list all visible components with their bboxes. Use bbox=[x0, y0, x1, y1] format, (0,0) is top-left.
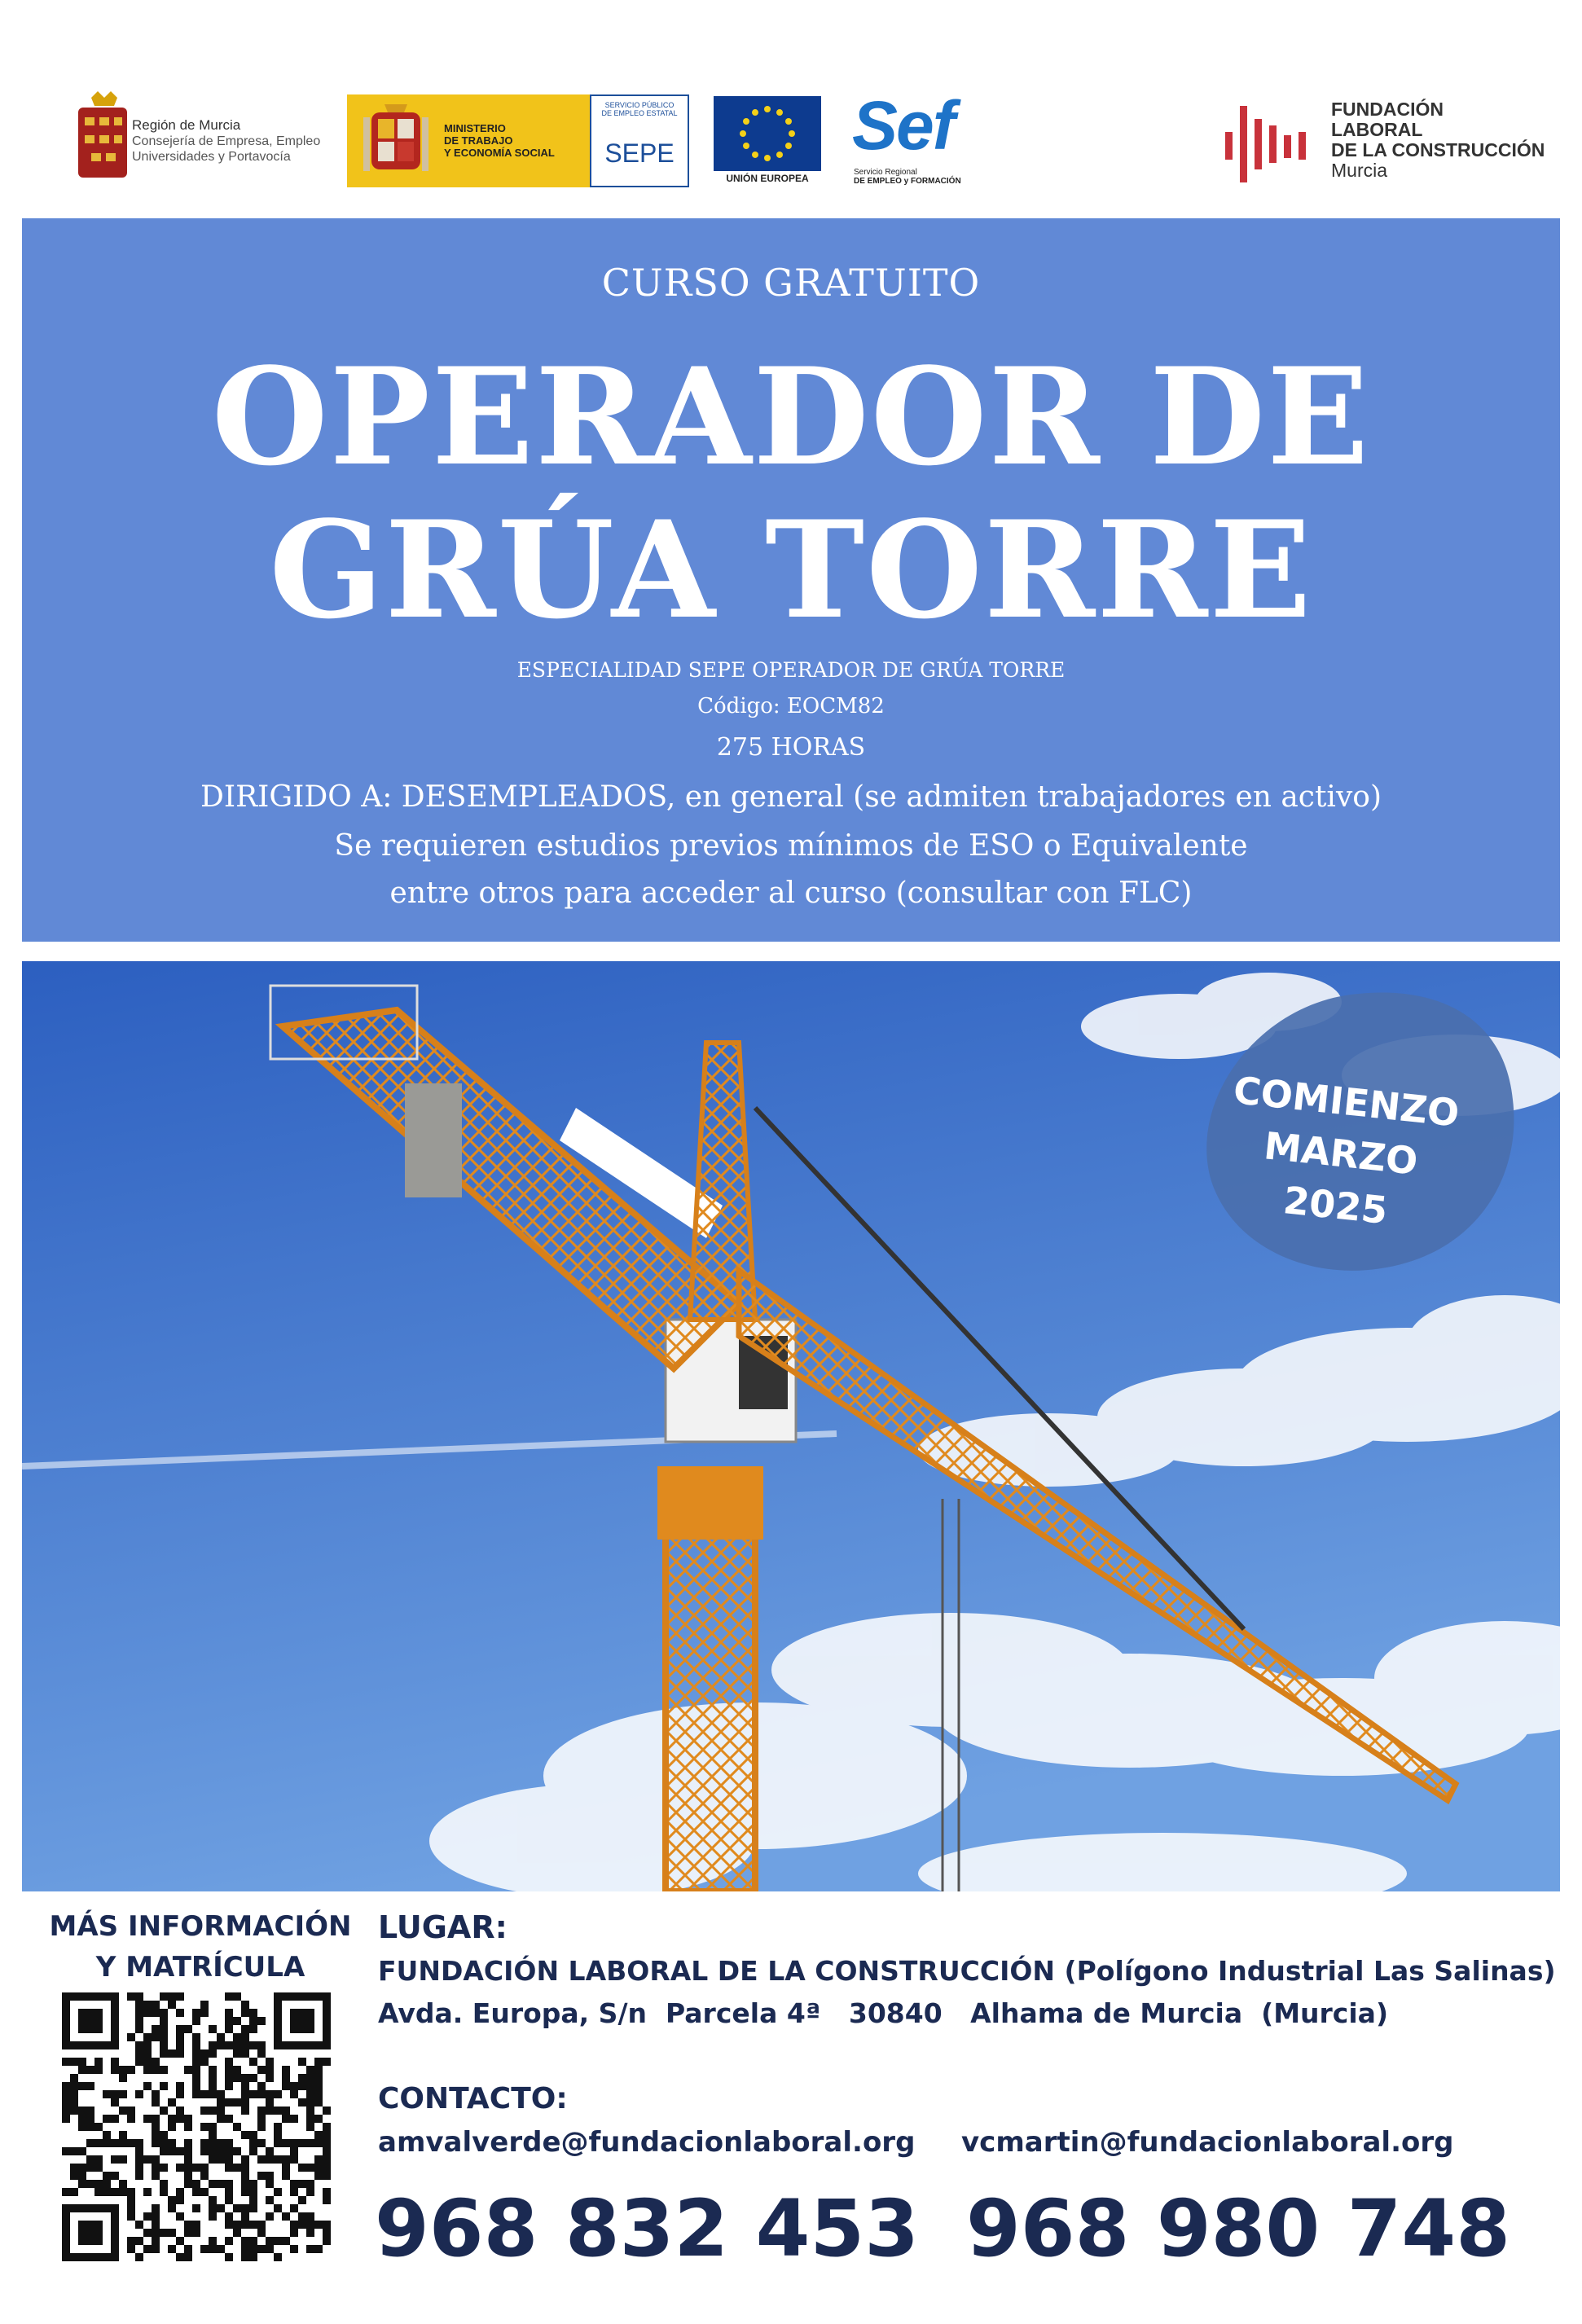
course-title-line1: OPERADOR DE bbox=[211, 338, 1371, 495]
course-title bbox=[22, 340, 1560, 647]
sef-logo: Sef bbox=[852, 87, 954, 164]
eu-star-icon bbox=[743, 118, 749, 125]
eu-star-icon bbox=[776, 152, 783, 158]
course-header-panel bbox=[22, 218, 1560, 942]
eu-label: UNIÓN EUROPEA bbox=[726, 173, 809, 184]
spain-coat-of-arms-icon bbox=[363, 101, 428, 179]
eu-star-icon bbox=[785, 143, 792, 149]
place-address-line1: FUNDACIÓN LABORAL DE LA CONSTRUCCIÓN (Polígono Industrial Las Salinas) bbox=[378, 1955, 1556, 1987]
contact-email-1[interactable]: amvalverde@fundacionlaboral.org bbox=[378, 2126, 916, 2159]
start-date-badge: COMIENZO MARZO 2025 bbox=[1231, 1067, 1461, 1233]
course-speciality: ESPECIALIDAD SEPE OPERADOR DE GRÚA TORRE bbox=[516, 658, 1066, 682]
eu-star-icon bbox=[776, 109, 783, 116]
place-address-line2: Avda. Europa, S/n Parcela 4ª 30840 Alhama de Murcia (Murcia) bbox=[378, 1997, 1389, 2029]
course-type: CURSO GRATUITO bbox=[601, 261, 981, 305]
flc-logo-icon bbox=[1225, 101, 1315, 182]
contact-phone-2[interactable]: 968 980 748 bbox=[966, 2183, 1511, 2274]
eu-flag-icon bbox=[714, 96, 821, 171]
contact-phone-1[interactable]: 968 832 453 bbox=[375, 2183, 920, 2274]
eu-star-icon bbox=[740, 130, 746, 137]
sepe-logo-subtitle: SERVICIO PÚBLICO DE EMPLEO ESTATAL bbox=[601, 101, 678, 117]
contact-email-2[interactable]: vcmartin@fundacionlaboral.org bbox=[961, 2126, 1454, 2159]
sef-logo-subtitle: Servicio Regional DE EMPLEO y FORMACIÓN bbox=[854, 168, 961, 186]
sepe-logo-name: SEPE bbox=[604, 138, 675, 168]
eu-star-icon bbox=[743, 143, 749, 149]
course-code: Código: EOCM82 bbox=[697, 694, 885, 718]
murcia-logo-text: Región de Murcia Consejería de Empresa, Empleo Universidades y Portavocía bbox=[132, 117, 321, 164]
course-title-line2: GRÚA TORRE bbox=[269, 491, 1313, 648]
course-audience: DIRIGIDO A: DESEMPLEADOS, en general (se admiten trabajadores en activo) bbox=[200, 780, 1382, 814]
eu-star-icon bbox=[752, 152, 758, 158]
contact-label: CONTACTO: bbox=[378, 2082, 568, 2115]
qr-code-icon[interactable] bbox=[62, 1992, 331, 2261]
course-hours: 275 HORAS bbox=[716, 733, 866, 762]
eu-star-icon bbox=[764, 155, 771, 161]
eu-star-icon bbox=[789, 130, 795, 137]
ministerio-logo-text: MINISTERIO DE TRABAJO Y ECONOMÍA SOCIAL bbox=[444, 122, 555, 159]
eu-star-icon bbox=[764, 106, 771, 112]
place-label: LUGAR: bbox=[378, 1909, 508, 1945]
eu-star-icon bbox=[752, 109, 758, 116]
eu-star-icon bbox=[785, 118, 792, 125]
more-info-label: MÁS INFORMACIÓN Y MATRÍCULA bbox=[49, 1910, 352, 1984]
flc-logo-text: FUNDACIÓN LABORAL DE LA CONSTRUCCIÓN Murcia bbox=[1331, 99, 1545, 181]
course-requirement-line1: Se requieren estudios previos mínimos de ESO o Equivalente bbox=[334, 829, 1248, 863]
course-requirement-line2: entre otros para acceder al curso (consultar con FLC) bbox=[389, 876, 1193, 910]
